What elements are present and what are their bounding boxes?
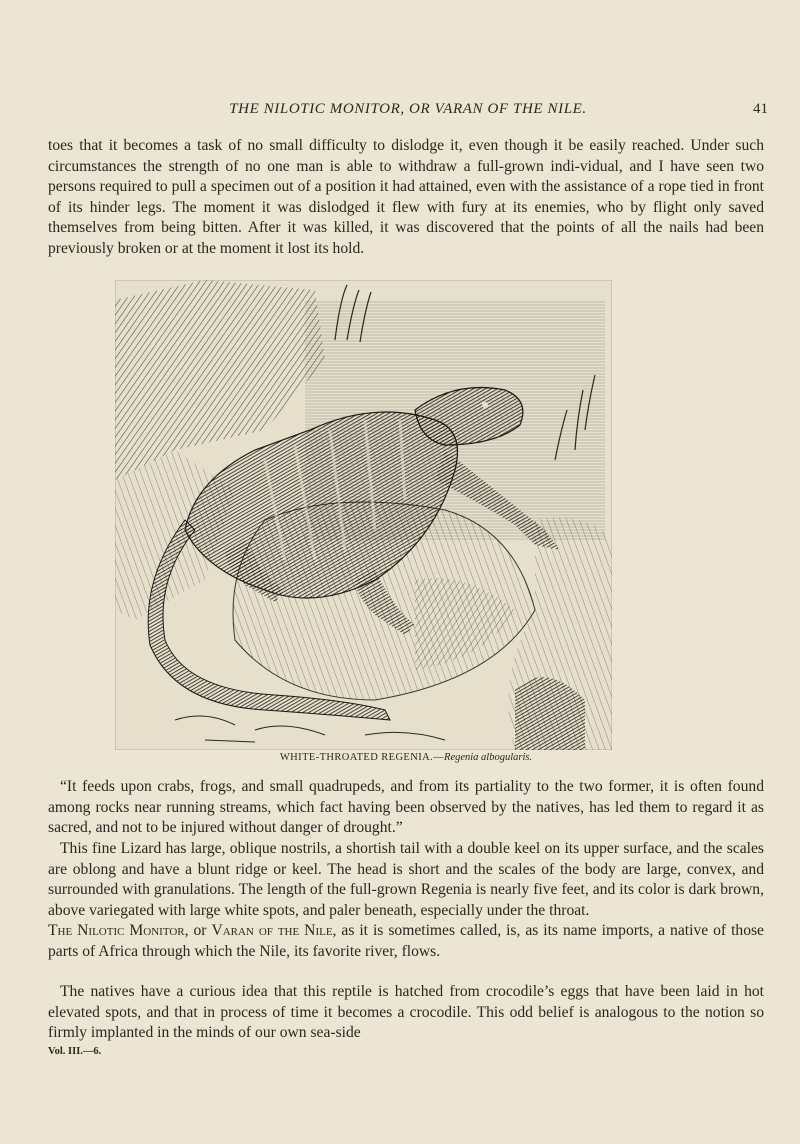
paragraph-1: toes that it becomes a task of no small difficulty to dislodge it, even though it be easily reached. Under such circumstances the strength of no one man is able to withdraw a full-grown indi-vidual, and I have seen two persons required to pull a specimen out of a position it had attained, even with the assistance of a rope tied in front of its hinder legs. The moment it was dislodged it flew with fury at its enemies, who by flight only saved themselves from being bitten. After it was killed, it was discovered that the points of all the nails had been previously broken or at the moment it lost its hold. [48, 137, 764, 257]
paragraph-4 [48, 921, 764, 962]
running-head [48, 101, 768, 123]
section-alt-name: Varan of the Nile, [211, 922, 337, 939]
running-title: THE NILOTIC MONITOR, OR VARAN OF THE NILE. [229, 101, 587, 117]
paragraph-2: “It feeds upon crabs, frogs, and small quadrupeds, and from its partiality to the two former, it is often found among rocks near running streams, which fact having been observed by the natives, has led them to regard it as sacred, and not to be injured without danger of drought.” [48, 778, 764, 836]
section-or: or [188, 922, 212, 939]
page-number: 41 [753, 101, 768, 117]
caption-main: WHITE-THROATED REGENIA.— [279, 752, 445, 763]
volume-signature: Vol. III.—6. [48, 1046, 102, 1057]
lizard-illustration [115, 280, 612, 750]
paragraph-3: This fine Lizard has large, oblique nostrils, a shortish tail with a double keel on its upper surface, and the scales are oblong and have a blunt ridge or keel. The head is short and the scales of the body are large, convex, and surrounded with granulations. The length of the full-grown Regenia is nearly five feet, and its color is dark brown, above variegated with large white spots, and paler beneath, especially under the throat. [48, 840, 764, 919]
paragraph-4-rest: as it is sometimes called, is, as its name imports, a native of those parts of Africa through which the Nile, its favorite river, flows. [48, 922, 764, 960]
caption-latin-name: Regenia albogularis. [444, 752, 533, 763]
section-lead: The Nilotic Monitor, [48, 922, 189, 939]
engraving-image [115, 280, 612, 750]
figure-caption [48, 752, 764, 763]
paragraph-5: The natives have a curious idea that this reptile is hatched from crocodile’s eggs that have been laid in hot elevated spots, and that in process of time it becomes a crocodile. This odd belief is analogous to the notion so firmly implanted in the minds of our own sea-side [48, 983, 764, 1041]
